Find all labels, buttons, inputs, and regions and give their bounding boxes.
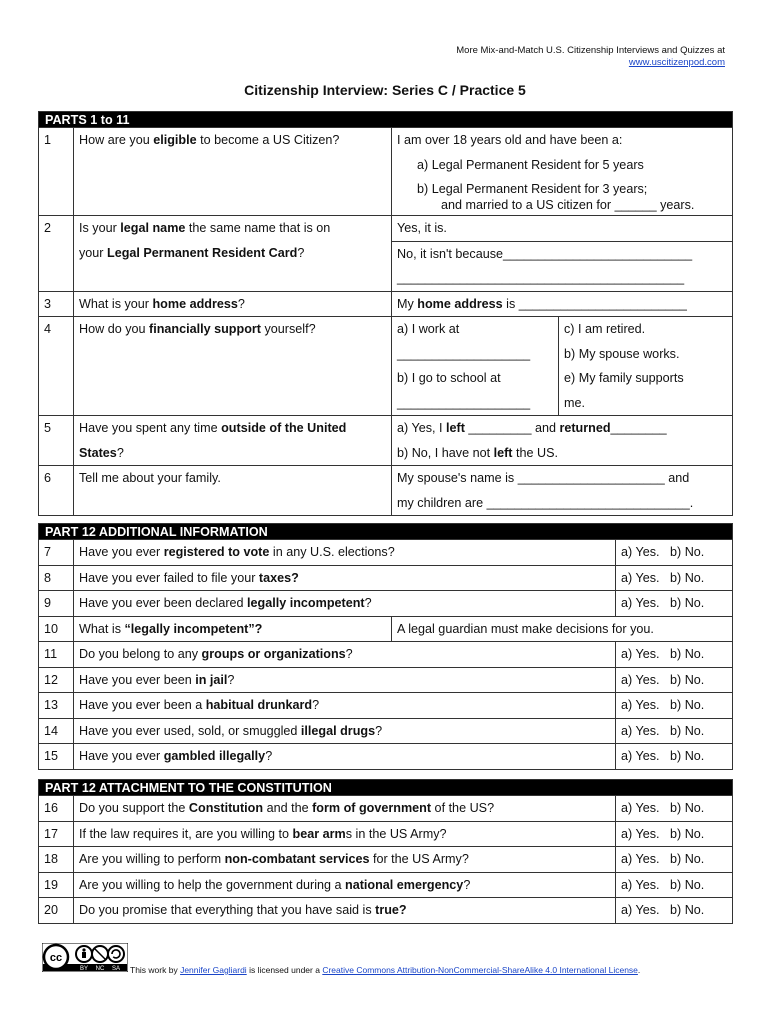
yes-no-answer: a) Yes. b) No.	[621, 801, 705, 815]
question-text: Have you ever registered to vote in any U.S. elections?	[79, 545, 395, 559]
answer-cell: My home address is ________________________	[397, 296, 687, 311]
section-heading: PART 12 ATTACHMENT TO THE CONSTITUTION	[39, 780, 733, 796]
header-text: More Mix-and-Match U.S. Citizenship Interviews and Quizzes at	[456, 45, 725, 56]
question-row	[39, 872, 733, 898]
question-number: 16	[44, 801, 59, 815]
question-number: 3	[44, 296, 52, 311]
question-text: Have you ever been a habitual drunkard?	[79, 698, 320, 712]
answer-cell: I am over 18 years old and have been a: a) Legal Permanent Resident for 5 years b) Legal Permanent Resident for 3 years; and married to a US citizen for ______ years.	[392, 128, 733, 216]
license-link[interactable]: Creative Commons Attribution-NonCommercial-ShareAlike 4.0 International License	[322, 965, 638, 975]
question-number: 10	[44, 621, 59, 636]
question-row	[39, 616, 733, 642]
creative-commons-badge	[42, 943, 128, 972]
question-text: Tell me about your family.	[79, 471, 221, 485]
part-12-attachment-table	[38, 779, 733, 924]
answer-cell: c) I am retired. b) My spouse works. e) My family supports me.	[559, 317, 733, 416]
question-row	[39, 796, 733, 822]
parts-1-11-table	[38, 111, 733, 516]
question-text: Have you ever been declared legally incompetent?	[79, 596, 372, 610]
question-number: 4	[44, 322, 52, 336]
question-text: Have you spent any time outside of the United States?	[74, 416, 392, 466]
question-text: Have you ever failed to file your taxes?	[79, 570, 299, 585]
question-number: 1	[44, 133, 52, 147]
yes-no-answer: a) Yes. b) No.	[621, 596, 705, 610]
question-number: 9	[44, 596, 52, 610]
question-number: 15	[44, 749, 59, 763]
question-number: 17	[44, 826, 59, 841]
question-row	[39, 898, 733, 924]
question-text: What is “legally incompetent”?	[79, 621, 263, 636]
question-number: 14	[44, 723, 59, 738]
question-row	[39, 216, 733, 292]
answer-cell: Yes, it is. No, it isn't because___________________________ _________________________________________	[392, 216, 733, 292]
question-row	[39, 667, 733, 693]
question-row	[39, 540, 733, 566]
question-row	[39, 642, 733, 668]
question-number: 18	[44, 852, 59, 866]
question-text: What is your home address?	[79, 296, 245, 311]
question-number: 19	[44, 877, 59, 892]
answer-cell: A legal guardian must make decisions for you.	[397, 621, 654, 636]
question-row	[39, 744, 733, 770]
answer-cell: a) I work at ___________________ b) I go to school at ___________________	[392, 317, 559, 416]
question-text: Do you support the Constitution and the form of government of the US?	[79, 801, 495, 815]
question-row	[39, 718, 733, 744]
yes-no-answer: a) Yes. b) No.	[621, 877, 705, 892]
answer-cell: a) Yes, I left _________ and returned________ b) No, I have not left the US.	[392, 416, 733, 466]
question-row	[39, 591, 733, 617]
header	[456, 45, 725, 69]
yes-no-answer: a) Yes. b) No.	[621, 672, 705, 687]
part-12-additional-table	[38, 523, 733, 770]
svg-text:BY: BY	[79, 966, 89, 972]
question-row	[39, 466, 733, 516]
share-alike-icon	[108, 946, 124, 962]
yes-no-answer: a) Yes. b) No.	[621, 647, 705, 661]
question-row	[39, 847, 733, 873]
question-row	[39, 317, 733, 416]
question-text: Have you ever been in jail?	[79, 672, 235, 687]
question-text: Do you belong to any groups or organizations?	[79, 647, 353, 661]
yes-no-answer: a) Yes. b) No.	[621, 903, 705, 917]
yes-no-answer: a) Yes. b) No.	[621, 852, 705, 866]
question-text: How are you eligible to become a US Citizen?	[79, 133, 340, 147]
question-number: 12	[44, 672, 59, 687]
answer-cell: My spouse's name is _____________________ and my children are _____________________________.	[392, 466, 733, 516]
question-row	[39, 416, 733, 466]
yes-no-answer: a) Yes. b) No.	[621, 749, 705, 763]
question-text: If the law requires it, are you willing to bear arms in the US Army?	[79, 826, 447, 841]
license-notice: This work by Jennifer Gagliardi is licensed under a Creative Commons Attribution-NonCommercial-ShareAlike 4.0 International License.	[130, 965, 641, 975]
author-link[interactable]: Jennifer Gagliardi	[180, 965, 247, 975]
question-row	[39, 821, 733, 847]
section-heading: PARTS 1 to 11	[39, 112, 733, 128]
question-text: Have you ever used, sold, or smuggled illegal drugs?	[79, 723, 383, 738]
question-text: Do you promise that everything that you have said is true?	[79, 903, 407, 917]
question-text: How do you financially support yourself?	[79, 322, 316, 336]
question-number: 13	[44, 698, 59, 712]
yes-no-answer: a) Yes. b) No.	[621, 723, 705, 738]
question-text: Are you willing to help the government during a national emergency?	[79, 877, 471, 892]
question-number: 5	[44, 421, 52, 435]
question-row	[39, 291, 733, 317]
question-text: Is your legal name the same name that is on your Legal Permanent Resident Card?	[74, 216, 392, 292]
page-title: Citizenship Interview: Series C / Practice 5	[244, 82, 526, 98]
question-text: Are you willing to perform non-combatant services for the US Army?	[79, 852, 469, 866]
question-row	[39, 693, 733, 719]
question-number: 7	[44, 545, 52, 559]
section-heading: PART 12 ADDITIONAL INFORMATION	[39, 524, 733, 540]
yes-no-answer: a) Yes. b) No.	[621, 698, 705, 712]
question-number: 2	[44, 221, 52, 235]
yes-no-answer: a) Yes. b) No.	[621, 826, 705, 841]
website-link[interactable]: www.uscitizenpod.com	[628, 57, 725, 68]
yes-no-answer: a) Yes. b) No.	[621, 545, 705, 559]
yes-no-answer: a) Yes. b) No.	[621, 570, 705, 585]
svg-text:SA: SA	[111, 966, 121, 972]
cc-icon-text: cc	[49, 952, 63, 964]
question-number: 6	[44, 471, 52, 485]
question-number: 11	[44, 647, 58, 661]
svg-text:NC: NC	[95, 966, 105, 972]
question-row	[39, 565, 733, 591]
question-number: 8	[44, 570, 52, 585]
question-row	[39, 128, 733, 216]
question-number: 20	[44, 903, 59, 917]
question-text: Have you ever gambled illegally?	[79, 749, 273, 763]
